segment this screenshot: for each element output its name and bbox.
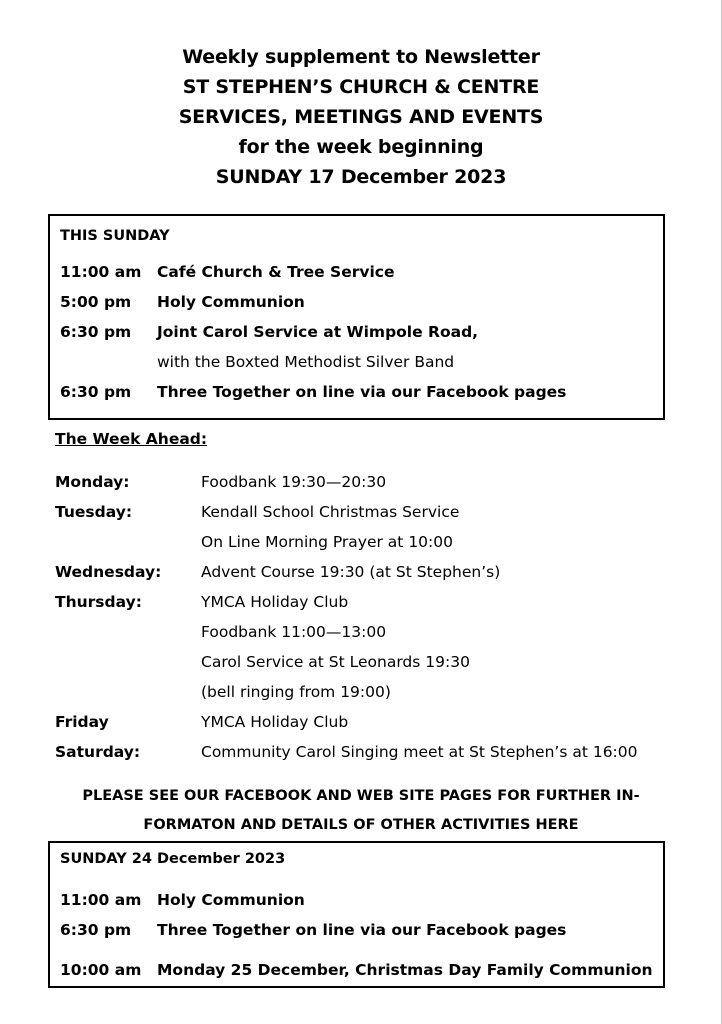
- service-time: 10:00 am: [60, 961, 142, 979]
- service-time: 6:30 pm: [60, 921, 132, 939]
- page-header: [0, 42, 722, 192]
- service-time: 11:00 am: [60, 891, 142, 909]
- week-day: Tuesday:: [55, 503, 133, 521]
- week-day: Thursday:: [55, 593, 142, 611]
- week-day: Saturday:: [55, 743, 141, 761]
- week-detail: Kendall School Christmas Service: [201, 503, 460, 521]
- week-detail: (bell ringing from 19:00): [201, 683, 391, 701]
- week-day: Wednesday:: [55, 563, 162, 581]
- service-desc: Holy Communion: [157, 891, 305, 909]
- week-detail: YMCA Holiday Club: [201, 713, 349, 731]
- notice-line: PLEASE SEE OUR FACEBOOK AND WEB SITE PAGES FOR FURTHER IN-: [82, 788, 640, 804]
- week-day: Monday:: [55, 473, 130, 491]
- week-detail: Foodbank 11:00—13:00: [201, 623, 387, 641]
- next-sunday-title: SUNDAY 24 December 2023: [60, 851, 286, 867]
- header-line-church: ST STEPHEN’S CHURCH & CENTRE: [182, 76, 540, 98]
- service-desc: Three Together on line via our Facebook pages: [157, 383, 567, 401]
- service-desc: Café Church & Tree Service: [157, 263, 395, 281]
- week-detail: YMCA Holiday Club: [201, 593, 349, 611]
- service-desc: Three Together on line via our Facebook pages: [157, 921, 567, 939]
- service-desc: Joint Carol Service at Wimpole Road,: [157, 323, 479, 341]
- service-desc: with the Boxted Methodist Silver Band: [157, 353, 455, 371]
- service-time: 11:00 am: [60, 263, 142, 281]
- week-detail: Foodbank 19:30—20:30: [201, 473, 387, 491]
- further-info-notice: [40, 782, 682, 840]
- this-sunday-box: [48, 214, 665, 420]
- week-day: Friday: [55, 713, 109, 731]
- header-line-supplement: Weekly supplement to Newsletter: [182, 46, 540, 68]
- week-detail: Community Carol Singing meet at St Stephen’s at 16:00: [201, 743, 638, 761]
- next-sunday-box: [48, 841, 665, 988]
- this-sunday-title: THIS SUNDAY: [60, 228, 170, 244]
- week-detail: Advent Course 19:30 (at St Stephen’s): [201, 563, 501, 581]
- week-detail: Carol Service at St Leonards 19:30: [201, 653, 470, 671]
- week-ahead-heading: The Week Ahead:: [55, 430, 208, 448]
- service-time: 5:00 pm: [60, 293, 132, 311]
- service-desc: Holy Communion: [157, 293, 305, 311]
- header-line-date: SUNDAY 17 December 2023: [215, 166, 507, 188]
- service-desc: Monday 25 December, Christmas Day Family Communion: [157, 961, 653, 979]
- header-line-week-beginning: for the week beginning: [238, 136, 484, 158]
- service-time: 6:30 pm: [60, 323, 132, 341]
- service-time: 6:30 pm: [60, 383, 132, 401]
- notice-line: FORMATON AND DETAILS OF OTHER ACTIVITIES HERE: [143, 817, 579, 833]
- header-line-services: SERVICES, MEETINGS AND EVENTS: [178, 106, 544, 128]
- week-detail: On Line Morning Prayer at 10:00: [201, 533, 453, 551]
